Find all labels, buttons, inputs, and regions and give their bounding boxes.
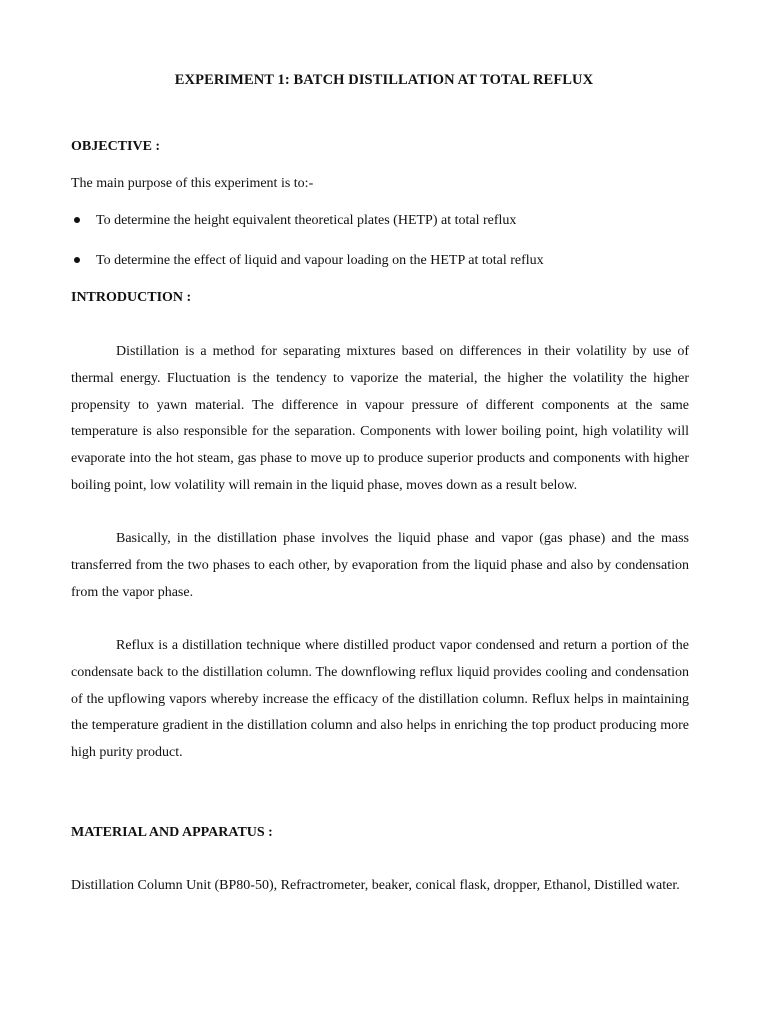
- materials-text: Distillation Column Unit (BP80-50), Refractrometer, beaker, conical flask, dropper, Ethanol, Distilled water.: [71, 878, 680, 893]
- objective-bullet: [74, 253, 544, 269]
- introduction-paragraph: Distillation is a method for separating mixtures based on differences in their volatility by use of thermal energy. Fluctuation is the tendency to vaporize the material, the higher the volatility the higher propensity to yawn material. The difference in vapour pressure of different components at the same temperature is also responsible for the separation. Components with lower boiling point, high volatility will evaporate into the hot steam, gas phase to move up to produce superior products and components with higher boiling point, low volatility will remain in the liquid phase, moves down as a result below.: [71, 344, 689, 493]
- objective-intro: The main purpose of this experiment is to:-: [71, 176, 314, 191]
- introduction-paragraph: Basically, in the distillation phase involves the liquid phase and vapor (gas phase) and the mass transferred from the two phases to each other, by evaporation from the liquid phase and also by condensation from the vapor phase.: [71, 531, 689, 600]
- materials-heading: MATERIAL AND APPARATUS :: [71, 825, 273, 840]
- objective-bullet: [74, 213, 516, 229]
- introduction-paragraph: Reflux is a distillation technique where distilled product vapor condensed and return a portion of the condensate back to the distillation column. The downflowing reflux liquid provides cooling and condensation of the upflowing vapors whereby increase the efficacy of the distillation column. Reflux helps in maintaining the temperature gradient in the distillation column and also helps in enriching the top product producing more high purity product.: [71, 638, 689, 761]
- objective-bullet-text: To determine the effect of liquid and vapour loading on the HETP at total reflux: [96, 253, 544, 268]
- introduction-heading: INTRODUCTION :: [71, 290, 192, 305]
- objective-bullet-text: To determine the height equivalent theoretical plates (HETP) at total reflux: [96, 213, 517, 228]
- bullet-icon: [74, 257, 80, 263]
- objective-heading: OBJECTIVE :: [71, 139, 161, 154]
- bullet-icon: [74, 217, 80, 223]
- page-title: EXPERIMENT 1: BATCH DISTILLATION AT TOTAL REFLUX: [174, 72, 594, 88]
